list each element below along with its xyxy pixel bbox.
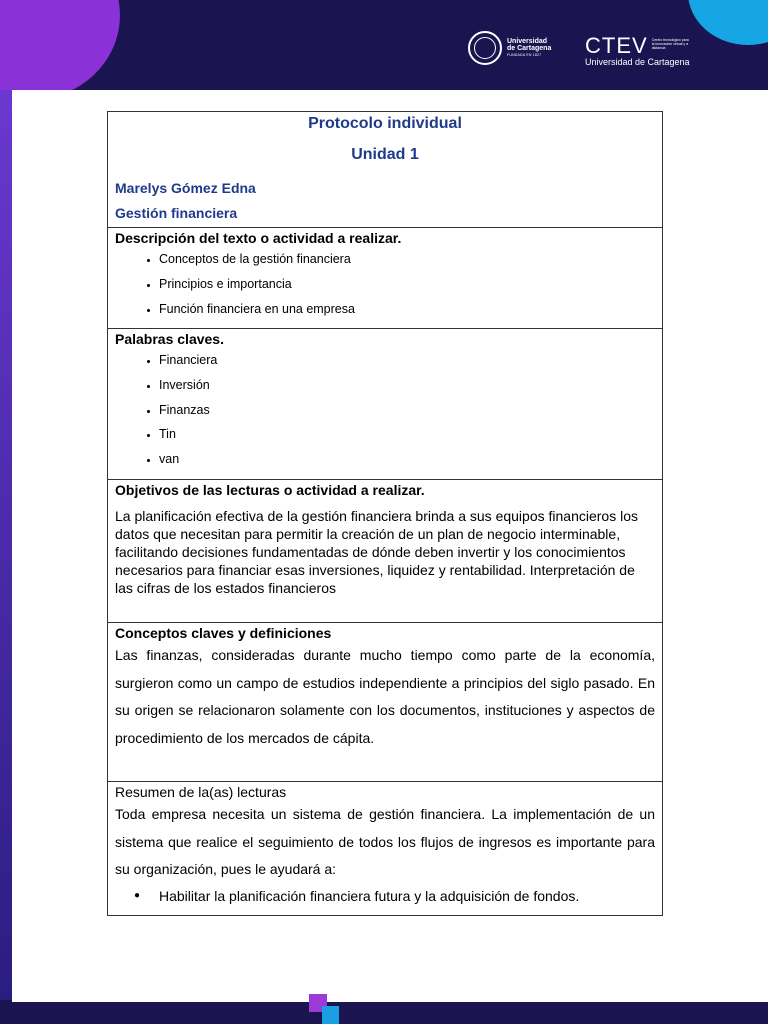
list-item: • Financiera [159,348,655,373]
list-item: • Principios e importancia [159,272,655,297]
protocol-table [107,111,663,916]
keywords-list [115,348,655,472]
concepts-row [108,623,663,782]
blue-decoration [688,0,768,45]
summary-row [108,782,663,916]
purple-decoration [0,0,120,92]
list-item: • Inversión [159,373,655,398]
concepts-text: Las finanzas, consideradas durante mucho tiempo como parte de la economía, surgieron como un campo de estudios independiente a principios del siglo pasado. En su origen se relacionaron solamente con los documentos, instituciones y aspectos de procedimiento de los mercados de cápita. [115,647,655,746]
list-item: • Conceptos de la gestión financiera [159,247,655,272]
university-logo-line3: FUNDADA EN 1827 [507,53,542,58]
concepts-heading: Conceptos claves y definiciones [115,625,332,641]
objectives-text: La planificación efectiva de la gestión financiera brinda a sus equipos financieros los datos que necesitan para permitir la creación de un plan de negocio interminable, facilitando decisiones fundamentadas de dónde deben invertir y los conocimientos necesarios para financiar esas inversiones, liquidez y rentabilidad. Interpretación de las cifras de los estados financieros [115,508,638,596]
unit-title: Unidad 1 [351,146,419,163]
summary-list-item [115,884,655,908]
ctev-tagline: Centro tecnológico para la innovación virtual y a distancia [651,38,689,50]
keywords-row [108,329,663,480]
description-list [115,247,655,321]
description-row [108,228,663,329]
university-seal-icon [468,31,502,65]
list-item: • Función financiera en una empresa [159,297,655,322]
keywords-heading: Palabras claves. [115,331,224,347]
objectives-heading: Objetivos de las lecturas o actividad a realizar. [115,482,425,498]
header-banner [0,0,768,92]
summary-bullet-text: Habilitar la planificación financiera futura y la adquisición de fondos. [159,887,580,904]
university-logo-line2: de Cartagena [507,45,552,53]
ctev-subtitle: Universidad de Cartagena [585,57,690,67]
student-name: Marelys Gómez Edna [115,180,256,196]
ctev-name: CTEV [585,33,648,58]
list-item: • Finanzas [159,398,655,423]
university-logo-line1: Universidad [507,38,548,46]
ctev-logo [585,33,692,67]
list-item: • Tin [159,422,655,447]
footer-banner [0,1002,768,1024]
summary-heading: Resumen de la(as) lecturas [115,784,287,800]
list-item: • van [159,447,655,472]
bullet-icon: ● [133,889,141,901]
footer-blue-square [322,1006,339,1024]
description-heading: Descripción del texto o actividad a realizar. [115,230,402,246]
header-row [108,112,663,228]
summary-text: Toda empresa necesita un sistema de gestión financiera. La implementación de un sistema que realice el seguimiento de todos los flujos de ingresos es importante para su organización, pues le ayudará a: [115,806,655,877]
document-title: Protocolo individual [308,115,462,132]
objectives-row [108,480,663,623]
left-accent-strip [0,90,12,1000]
university-logo [468,31,551,65]
subject-name: Gestión financiera [115,205,238,221]
